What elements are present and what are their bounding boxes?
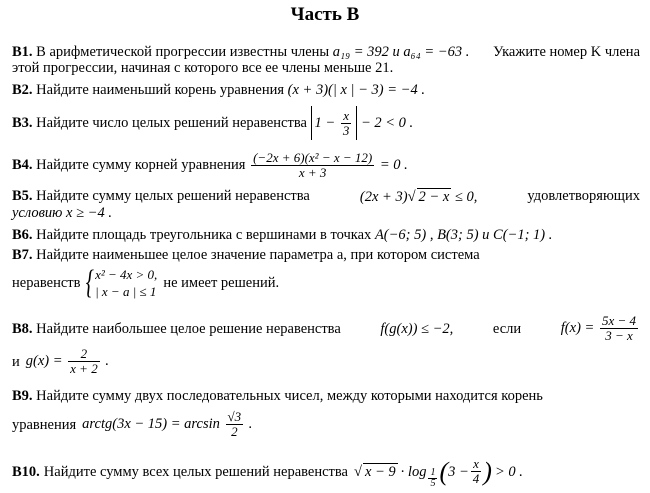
- system-row: | x − a | ≤ 1: [95, 284, 157, 299]
- math-part: − 2 < 0 .: [360, 115, 414, 131]
- math-part: .: [248, 415, 253, 432]
- problem-b3: [12, 106, 640, 140]
- problem-line2: уравнения: [12, 416, 77, 433]
- fraction: [251, 151, 374, 180]
- problem-label: B8.: [12, 320, 33, 337]
- math-part: arctg(3x − 15) = arcsin: [82, 415, 220, 432]
- problem-text: Найдите сумму целых решений неравенства: [36, 188, 310, 204]
- problem-label: B3.: [12, 115, 33, 131]
- denominator: 2: [231, 424, 238, 439]
- problem-label: B2.: [12, 82, 33, 98]
- problem-b10: B10. Найдите сумму всех целых решений неравенства √ x − 9 · log $\frac{1}{5}$ ( 3 − $\frac{x}{4}$ ) > 0 .: [12, 456, 523, 489]
- problem-label: B1.: [12, 44, 33, 60]
- fraction: [341, 109, 352, 138]
- problem-line2: неравенств: [12, 275, 81, 291]
- paren-close: ): [483, 456, 492, 486]
- denominator: 3: [342, 123, 350, 139]
- system-brace: {: [86, 264, 95, 301]
- page-title: Часть В: [290, 4, 360, 25]
- problem-b1: [12, 44, 640, 76]
- denominator: 3 − x: [605, 328, 633, 343]
- problem-b2: [12, 82, 640, 98]
- problem-text: Найдите число целых решений неравенства: [36, 115, 307, 131]
- problem-text: Найдите наименьший корень уравнения: [36, 82, 285, 98]
- numerator: x: [341, 109, 352, 124]
- denominator: x + 2: [70, 361, 98, 376]
- problem-text: Найдите сумму двух последовательных чисел, между которыми находится корень: [36, 388, 543, 404]
- math-part: f(x) =: [560, 319, 595, 336]
- numerator: x: [471, 457, 482, 472]
- problem-text: Найдите наибольшее целое решение неравенства: [36, 320, 341, 337]
- problem-label: B6.: [12, 227, 33, 243]
- problem-text: Найдите площадь треугольника с вершинами в точках: [36, 227, 372, 243]
- denominator: x + 3: [298, 165, 327, 181]
- log-base: [428, 468, 437, 489]
- math-part: 1 −: [314, 115, 336, 131]
- problem-line2-post: не имеет решений.: [163, 275, 280, 291]
- math-part: = 0 .: [379, 157, 408, 173]
- problem-text: Найдите наименьшее целое значение параметра a, при котором система: [36, 247, 480, 263]
- math-part: · log: [400, 463, 427, 480]
- problem-text-continued: если: [492, 320, 522, 337]
- system-row: x² − 4x > 0,: [95, 267, 158, 282]
- fraction: [68, 347, 100, 376]
- math-part: .: [105, 352, 109, 369]
- problem-math: f(g(x)) ≤ −2,: [380, 320, 454, 337]
- fraction: [226, 410, 244, 439]
- math-part: ≤ 0,: [454, 189, 478, 205]
- math-part: g(x) =: [25, 352, 63, 369]
- numerator: 5x − 4: [601, 313, 636, 328]
- sqrt-radicand: x − 9: [364, 464, 396, 480]
- problem-b9: [12, 388, 640, 439]
- numerator: 2: [68, 347, 100, 362]
- problem-label: B5.: [12, 188, 33, 204]
- problem-b8: [12, 314, 640, 376]
- problem-text-continued: удовлетворяющих: [527, 188, 640, 204]
- problem-b5: B5. Найдите сумму целых решений неравенства (2x + 3)√ 2 − x ≤ 0, удовлетворяющих условию x ≥ −4 .: [12, 188, 640, 221]
- math-part: > 0 .: [494, 463, 523, 480]
- problem-b6: [12, 227, 640, 243]
- problem-label: B9.: [12, 388, 33, 404]
- fraction: [471, 457, 482, 486]
- numerator: 1: [430, 467, 436, 478]
- numerator: (−2x + 6)(x² − x − 12): [253, 150, 373, 166]
- absolute-value: [311, 106, 358, 140]
- problem-math: a₁₉ = 392 и a₆₄ = −63 .: [332, 44, 470, 60]
- sqrt-radicand: 2 − x: [418, 189, 450, 205]
- problem-text-continued: Укажите номер K члена: [493, 44, 640, 60]
- problem-math: A(−6; 5) , B(3; 5) и C(−1; 1) .: [374, 227, 553, 243]
- problem-line2: и: [12, 353, 20, 370]
- problem-label: B4.: [12, 157, 33, 173]
- denominator: 5: [430, 478, 436, 489]
- paren-open: (: [439, 456, 449, 486]
- problem-text: В арифметической прогрессии известны члены: [36, 44, 330, 60]
- problem-math: (x + 3)(| x | − 3) = −4 .: [287, 82, 425, 98]
- problem-b7: [12, 247, 640, 300]
- numerator: √3: [227, 409, 242, 424]
- fraction: [600, 314, 638, 343]
- problem-b4: [12, 148, 640, 182]
- math-part: (2x + 3): [359, 189, 408, 205]
- problem-line2: этой прогрессии, начиная с которого все ее члены меньше 21.: [12, 60, 394, 76]
- problem-line2: условию x ≥ −4 .: [12, 205, 112, 221]
- problem-label: B7.: [12, 247, 33, 263]
- problem-text: Найдите сумму корней уравнения: [36, 157, 246, 173]
- denominator: 4: [472, 471, 480, 486]
- inequality-system: [83, 266, 157, 300]
- problem-label: B10.: [12, 463, 40, 480]
- math-part: 3 −: [448, 463, 469, 480]
- problem-text: Найдите сумму всех целых решений неравенства: [43, 463, 348, 480]
